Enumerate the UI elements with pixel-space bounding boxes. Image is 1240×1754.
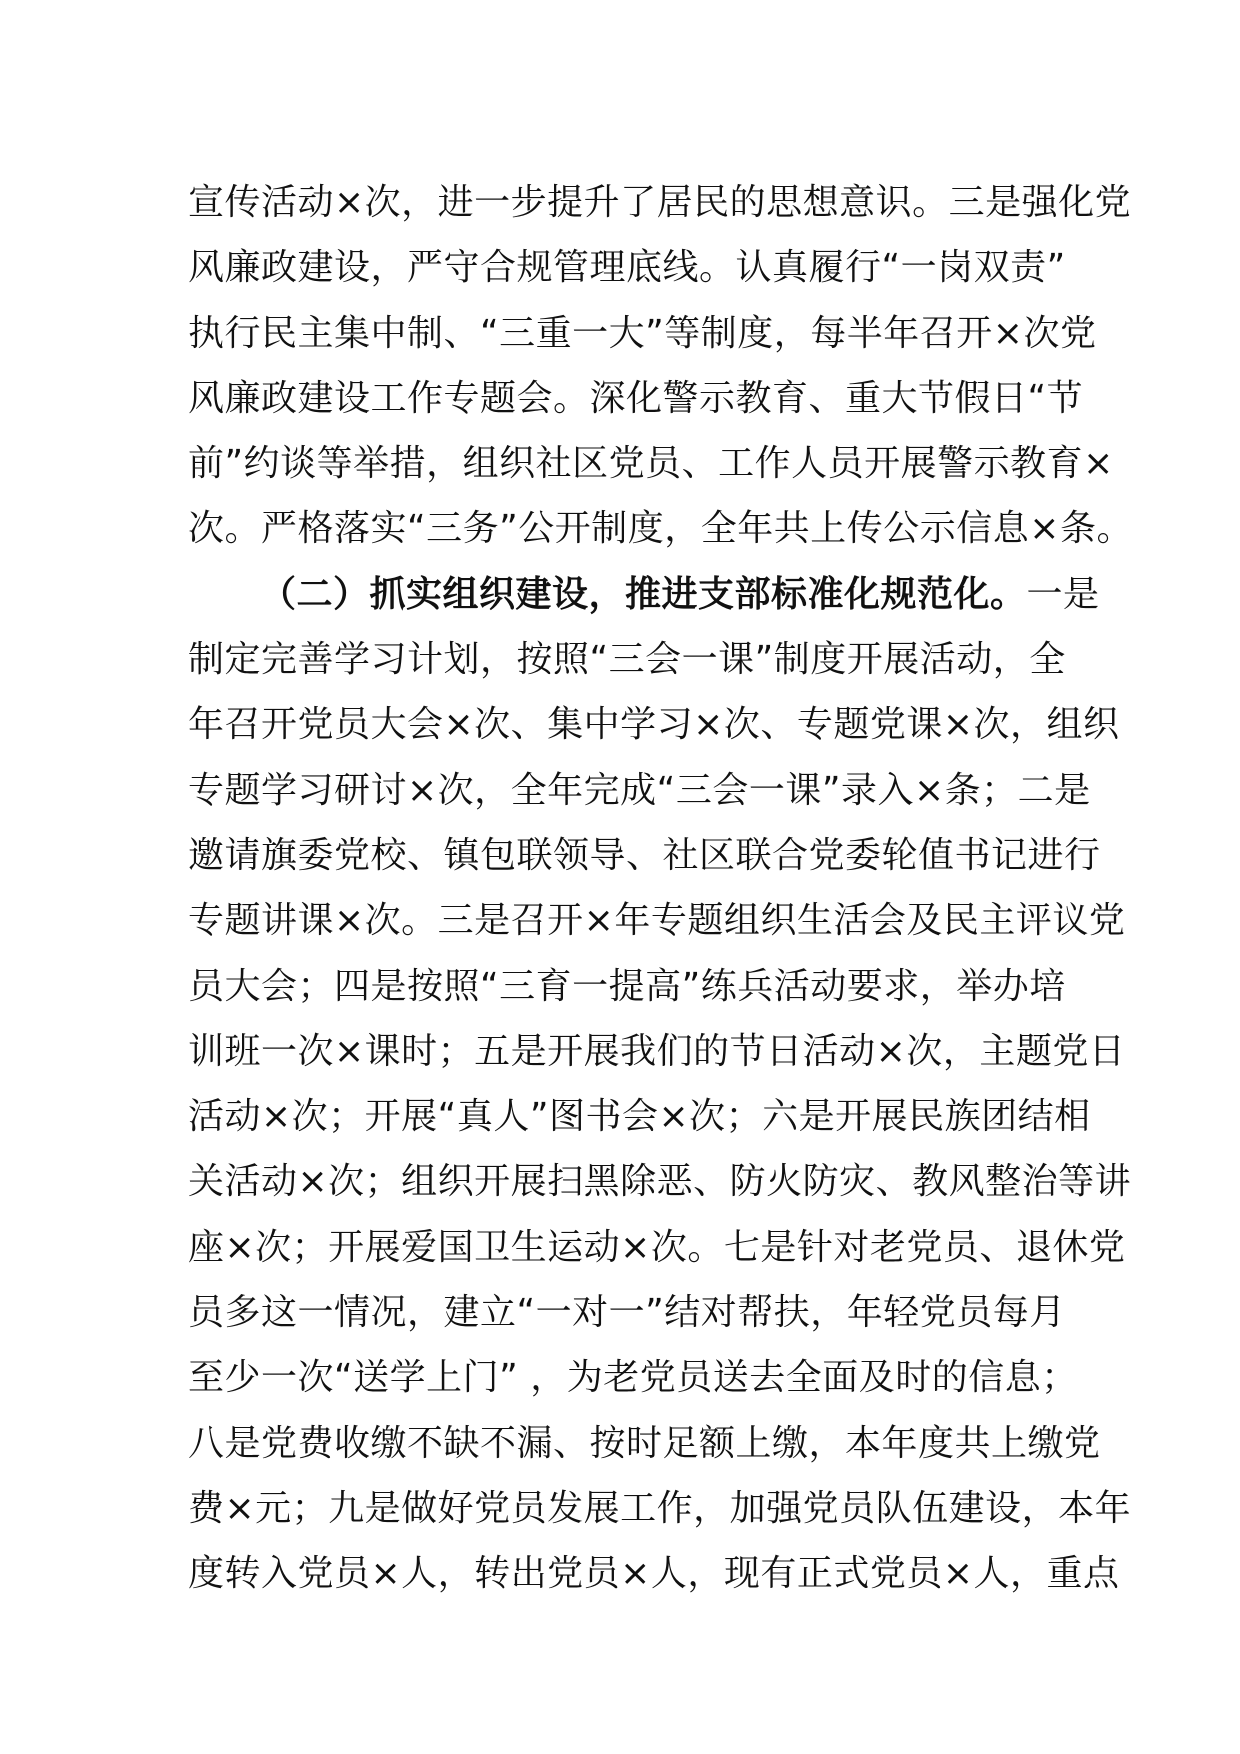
paragraph-line: 邀请旗委党校、镇包联领导、社区联合党委轮值书记进行	[188, 834, 1101, 876]
paragraph-line: 专题学习研讨×次，全年完成“三会一课”录入×条；二是	[188, 769, 1091, 811]
paragraph-line: 风廉政建设工作专题会。深化警示教育、重大节假日“节	[188, 377, 1084, 419]
paragraph	[188, 562, 1132, 1607]
paragraph-line: 制定完善学习计划，按照“三会一课”制度开展活动，全	[188, 639, 1066, 681]
paragraph-line: 执行民主集中制、“三重一大”等制度，每半年召开×次党	[188, 312, 1097, 354]
paragraph-line: 活动×次；开展“真人”图书会×次；六是开展民族团结相	[188, 1096, 1091, 1138]
paragraph-line: 员多这一情况，建立“一对一”结对帮扶，年轻党员每月	[188, 1292, 1066, 1334]
paragraph-line: 训班一次×课时；五是开展我们的节日活动×次，主题党日	[188, 1030, 1126, 1072]
section-heading: （二）抓实组织建设，推进支部标准化规范化。	[260, 573, 1027, 615]
paragraph-line: 费×元；九是做好党员发展工作，加强党员队伍建设，本年	[188, 1487, 1132, 1529]
paragraph-line: 专题讲课×次。三是召开×年专题组织生活会及民主评议党	[188, 900, 1126, 942]
paragraph-text: 一是	[1026, 573, 1100, 615]
paragraph-line: 前”约谈等举措，组织社区党员、工作人员开展警示教育×	[188, 443, 1114, 485]
paragraph-line: 关活动×次；组织开展扫黑除恶、防火防灾、教风整治等讲	[188, 1161, 1132, 1203]
paragraph-line: 风廉政建设，严守合规管理底线。认真履行“一岗双责”	[188, 247, 1066, 289]
paragraph-line: 八是党费收缴不缺不漏、按时足额上缴，本年度共上缴党	[188, 1422, 1101, 1464]
paragraph-line: 座×次；开展爱国卫生运动×次。七是针对老党员、退休党	[188, 1226, 1126, 1268]
paragraph-line: 度转入党员×人，转出党员×人，现有正式党员×人，重点	[188, 1553, 1120, 1595]
paragraph-line: 员大会；四是按照“三育一提高”练兵活动要求，举办培	[188, 965, 1066, 1007]
paragraph-first-line	[188, 562, 1100, 627]
paragraph-line: 次。严格落实“三务”公开制度，全年共上传公示信息×条。	[188, 508, 1133, 550]
document-body	[188, 170, 1133, 1607]
paragraph-line: 宣传活动×次，进一步提升了居民的思想意识。三是强化党	[188, 182, 1132, 223]
paragraph-line: 至少一次“送学上门” ，为老党员送去全面及时的信息；	[188, 1357, 1078, 1399]
paragraph-line: 年召开党员大会×次、集中学习×次、专题党课×次，组织	[188, 704, 1120, 746]
paragraph	[188, 170, 1133, 562]
